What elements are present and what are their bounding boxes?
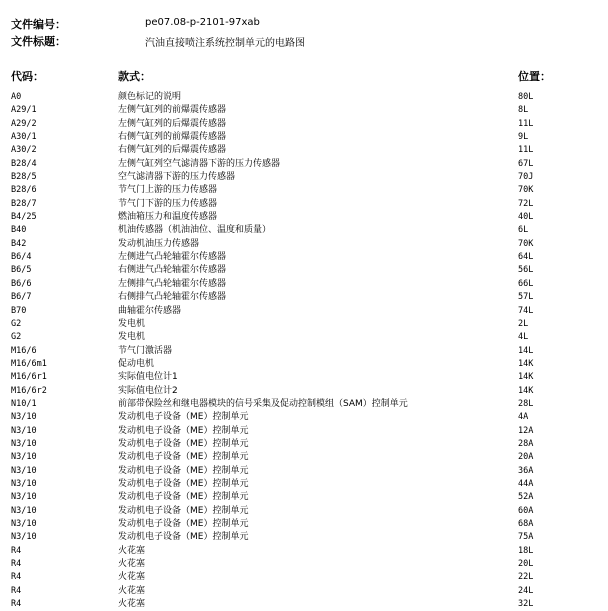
- component-style: 右侧排气凸轮轴霍尔传感器: [118, 292, 227, 303]
- component-location: 74L: [518, 305, 534, 316]
- component-location: 8L: [518, 105, 529, 116]
- table-row: [0, 558, 608, 571]
- table-row: [0, 251, 608, 264]
- component-location: 68A: [518, 519, 534, 529]
- component-location: 57L: [518, 292, 534, 303]
- component-style: 发动机电子设备（ME）控制单元: [118, 532, 249, 543]
- component-style: 火花塞: [118, 545, 146, 556]
- component-location: 20A: [518, 452, 534, 463]
- table-row: [0, 438, 608, 451]
- component-location: 22L: [518, 572, 534, 583]
- component-style: 火花塞: [118, 572, 146, 583]
- table-row: [0, 518, 608, 531]
- component-style: 曲轴霍尔传感器: [118, 305, 182, 316]
- table-row: [0, 531, 608, 544]
- component-style: 发电机: [118, 332, 146, 343]
- component-code: R4: [11, 599, 22, 610]
- table-row: [0, 118, 608, 131]
- component-code: N3/10: [11, 478, 37, 489]
- component-code: N3/10: [11, 425, 37, 436]
- doc-number-value: pe07.08-p-2101-97xab: [145, 17, 260, 28]
- component-location: 4L: [518, 332, 529, 343]
- component-style: 左侧进气凸轮轴霍尔传感器: [118, 252, 227, 263]
- component-code: N3/10: [11, 452, 37, 463]
- table-row: [0, 305, 608, 318]
- table-row: [0, 358, 608, 371]
- doc-title-value: 汽油直接喷注系统控制单元的电路图: [145, 38, 305, 49]
- doc-number-label: 文件编号：: [11, 18, 66, 31]
- table-row: [0, 371, 608, 384]
- table-row: [0, 318, 608, 331]
- component-style: 左侧气缸列的前爆震传感器: [118, 105, 227, 116]
- table-row: [0, 291, 608, 304]
- component-style: 发动机电子设备（ME）控制单元: [118, 412, 249, 423]
- component-code: B4/25: [11, 212, 37, 223]
- table-row: [0, 331, 608, 344]
- component-code: B28/6: [11, 185, 37, 196]
- component-style: 发动机电子设备（ME）控制单元: [118, 425, 249, 436]
- component-code: N3/10: [11, 438, 37, 449]
- component-code: G2: [11, 318, 22, 329]
- table-row: [0, 104, 608, 117]
- component-code: R4: [11, 559, 22, 570]
- component-code: B40: [11, 225, 27, 236]
- component-style: 右侧气缸列的前爆震传感器: [118, 132, 227, 143]
- component-style: 节气门上游的压力传感器: [118, 185, 218, 196]
- component-code: R4: [11, 585, 22, 596]
- component-style: 右侧气缸列的后爆震传感器: [118, 145, 227, 156]
- component-style: 发动机电子设备（ME）控制单元: [118, 438, 249, 449]
- table-row: [0, 571, 608, 584]
- component-style: 左侧排气凸轮轴霍尔传感器: [118, 278, 227, 289]
- table-row: [0, 91, 608, 104]
- component-location: 40L: [518, 212, 534, 223]
- component-style: 火花塞: [118, 585, 146, 596]
- component-location: 75A: [518, 532, 534, 543]
- component-code: B28/5: [11, 172, 37, 183]
- table-row: [0, 545, 608, 558]
- column-header-location: 位置：: [518, 70, 551, 83]
- component-location: 44A: [518, 478, 534, 489]
- component-code: B6/7: [11, 292, 32, 303]
- component-style: 发动机电子设备（ME）控制单元: [118, 505, 249, 516]
- component-location: 2L: [518, 318, 529, 329]
- component-location: 67L: [518, 158, 534, 169]
- component-location: 70J: [518, 172, 534, 183]
- component-style: 左侧气缸列空气滤清器下游的压力传感器: [118, 158, 281, 169]
- component-location: 28A: [518, 438, 534, 449]
- component-style: 右侧进气凸轮轴霍尔传感器: [118, 265, 227, 276]
- component-location: 9L: [518, 132, 529, 143]
- component-location: 80L: [518, 92, 534, 102]
- component-style: 火花塞: [118, 599, 146, 610]
- table-row: [0, 451, 608, 464]
- component-location: 32L: [518, 599, 534, 610]
- component-code: R4: [11, 545, 22, 556]
- table-row: [0, 264, 608, 277]
- component-location: 14L: [518, 345, 534, 356]
- component-location: 70K: [518, 238, 534, 249]
- component-code: A29/1: [11, 105, 37, 116]
- component-table: [0, 91, 608, 611]
- component-location: 52A: [518, 492, 534, 503]
- component-style: 机油传感器（机油油位、温度和质量）: [118, 225, 272, 236]
- component-style: 左侧气缸列的后爆震传感器: [118, 118, 227, 129]
- component-location: 36A: [518, 465, 534, 476]
- component-code: A0: [11, 92, 22, 102]
- component-code: N3/10: [11, 519, 37, 529]
- table-row: [0, 211, 608, 224]
- component-code: N3/10: [11, 412, 37, 423]
- component-style: 燃油箱压力和温度传感器: [118, 212, 218, 223]
- component-code: B6/4: [11, 252, 32, 263]
- table-row: [0, 171, 608, 184]
- component-style: 节气门下游的压力传感器: [118, 198, 218, 209]
- table-row: [0, 465, 608, 478]
- component-code: A30/2: [11, 145, 37, 156]
- component-location: 64L: [518, 252, 534, 263]
- component-location: 72L: [518, 198, 534, 209]
- component-location: 66L: [518, 278, 534, 289]
- doc-title-label: 文件标题：: [11, 35, 66, 48]
- component-style: 发动机油压力传感器: [118, 238, 200, 249]
- component-location: 20L: [518, 559, 534, 570]
- component-style: 节气门激活器: [118, 345, 173, 356]
- table-row: [0, 478, 608, 491]
- table-row: [0, 598, 608, 611]
- table-row: [0, 131, 608, 144]
- component-style: 空气滤清器下游的压力传感器: [118, 172, 236, 183]
- component-code: M16/6r2: [11, 385, 47, 396]
- component-style: 促动电机: [118, 358, 155, 369]
- component-style: 发动机电子设备（ME）控制单元: [118, 452, 249, 463]
- table-row: [0, 411, 608, 424]
- component-code: A29/2: [11, 118, 37, 129]
- component-code: N10/1: [11, 398, 37, 409]
- table-row: [0, 398, 608, 411]
- component-style: 前部带保险丝和继电器模块的信号采集及促动控制模组（SAM）控制单元: [118, 398, 408, 409]
- table-row: [0, 385, 608, 398]
- component-code: B6/5: [11, 265, 32, 276]
- component-style: 火花塞: [118, 559, 146, 570]
- component-location: 70K: [518, 185, 534, 196]
- component-code: N3/10: [11, 505, 37, 516]
- component-location: 4A: [518, 412, 529, 423]
- component-style: 发动机电子设备（ME）控制单元: [118, 478, 249, 489]
- table-row: [0, 491, 608, 504]
- component-code: A30/1: [11, 132, 37, 143]
- component-code: M16/6: [11, 345, 37, 356]
- table-row: [0, 505, 608, 518]
- component-style: 发动机电子设备（ME）控制单元: [118, 465, 249, 476]
- table-row: [0, 238, 608, 251]
- column-header-style: 款式：: [118, 70, 151, 83]
- component-location: 60A: [518, 505, 534, 516]
- column-header-code: 代码：: [11, 70, 44, 83]
- component-code: R4: [11, 572, 22, 583]
- table-row: [0, 224, 608, 237]
- table-row: [0, 425, 608, 438]
- component-code: G2: [11, 332, 22, 343]
- component-location: 28L: [518, 398, 534, 409]
- component-style: 实际值电位计1: [118, 372, 178, 383]
- component-code: N3/10: [11, 465, 37, 476]
- component-style: 发动机电子设备（ME）控制单元: [118, 519, 249, 529]
- component-location: 14K: [518, 358, 534, 369]
- component-location: 12A: [518, 425, 534, 436]
- component-location: 18L: [518, 545, 534, 556]
- component-style: 实际值电位计2: [118, 385, 178, 396]
- component-location: 24L: [518, 585, 534, 596]
- component-location: 14K: [518, 372, 534, 383]
- component-code: N3/10: [11, 492, 37, 503]
- table-row: [0, 158, 608, 171]
- component-location: 56L: [518, 265, 534, 276]
- component-code: M16/6m1: [11, 358, 47, 369]
- table-row: [0, 585, 608, 598]
- table-row: [0, 198, 608, 211]
- component-style: 发电机: [118, 318, 146, 329]
- component-code: B28/7: [11, 198, 37, 209]
- component-style: 颜色标记的说明: [118, 92, 182, 102]
- component-code: N3/10: [11, 532, 37, 543]
- component-code: B28/4: [11, 158, 37, 169]
- table-row: [0, 278, 608, 291]
- table-row: [0, 144, 608, 157]
- component-code: B42: [11, 238, 27, 249]
- component-code: M16/6r1: [11, 372, 47, 383]
- component-location: 14K: [518, 385, 534, 396]
- table-row: [0, 345, 608, 358]
- component-location: 11L: [518, 145, 534, 156]
- component-location: 11L: [518, 118, 534, 129]
- table-row: [0, 184, 608, 197]
- component-style: 发动机电子设备（ME）控制单元: [118, 492, 249, 503]
- component-location: 6L: [518, 225, 529, 236]
- component-code: B70: [11, 305, 27, 316]
- component-code: B6/6: [11, 278, 32, 289]
